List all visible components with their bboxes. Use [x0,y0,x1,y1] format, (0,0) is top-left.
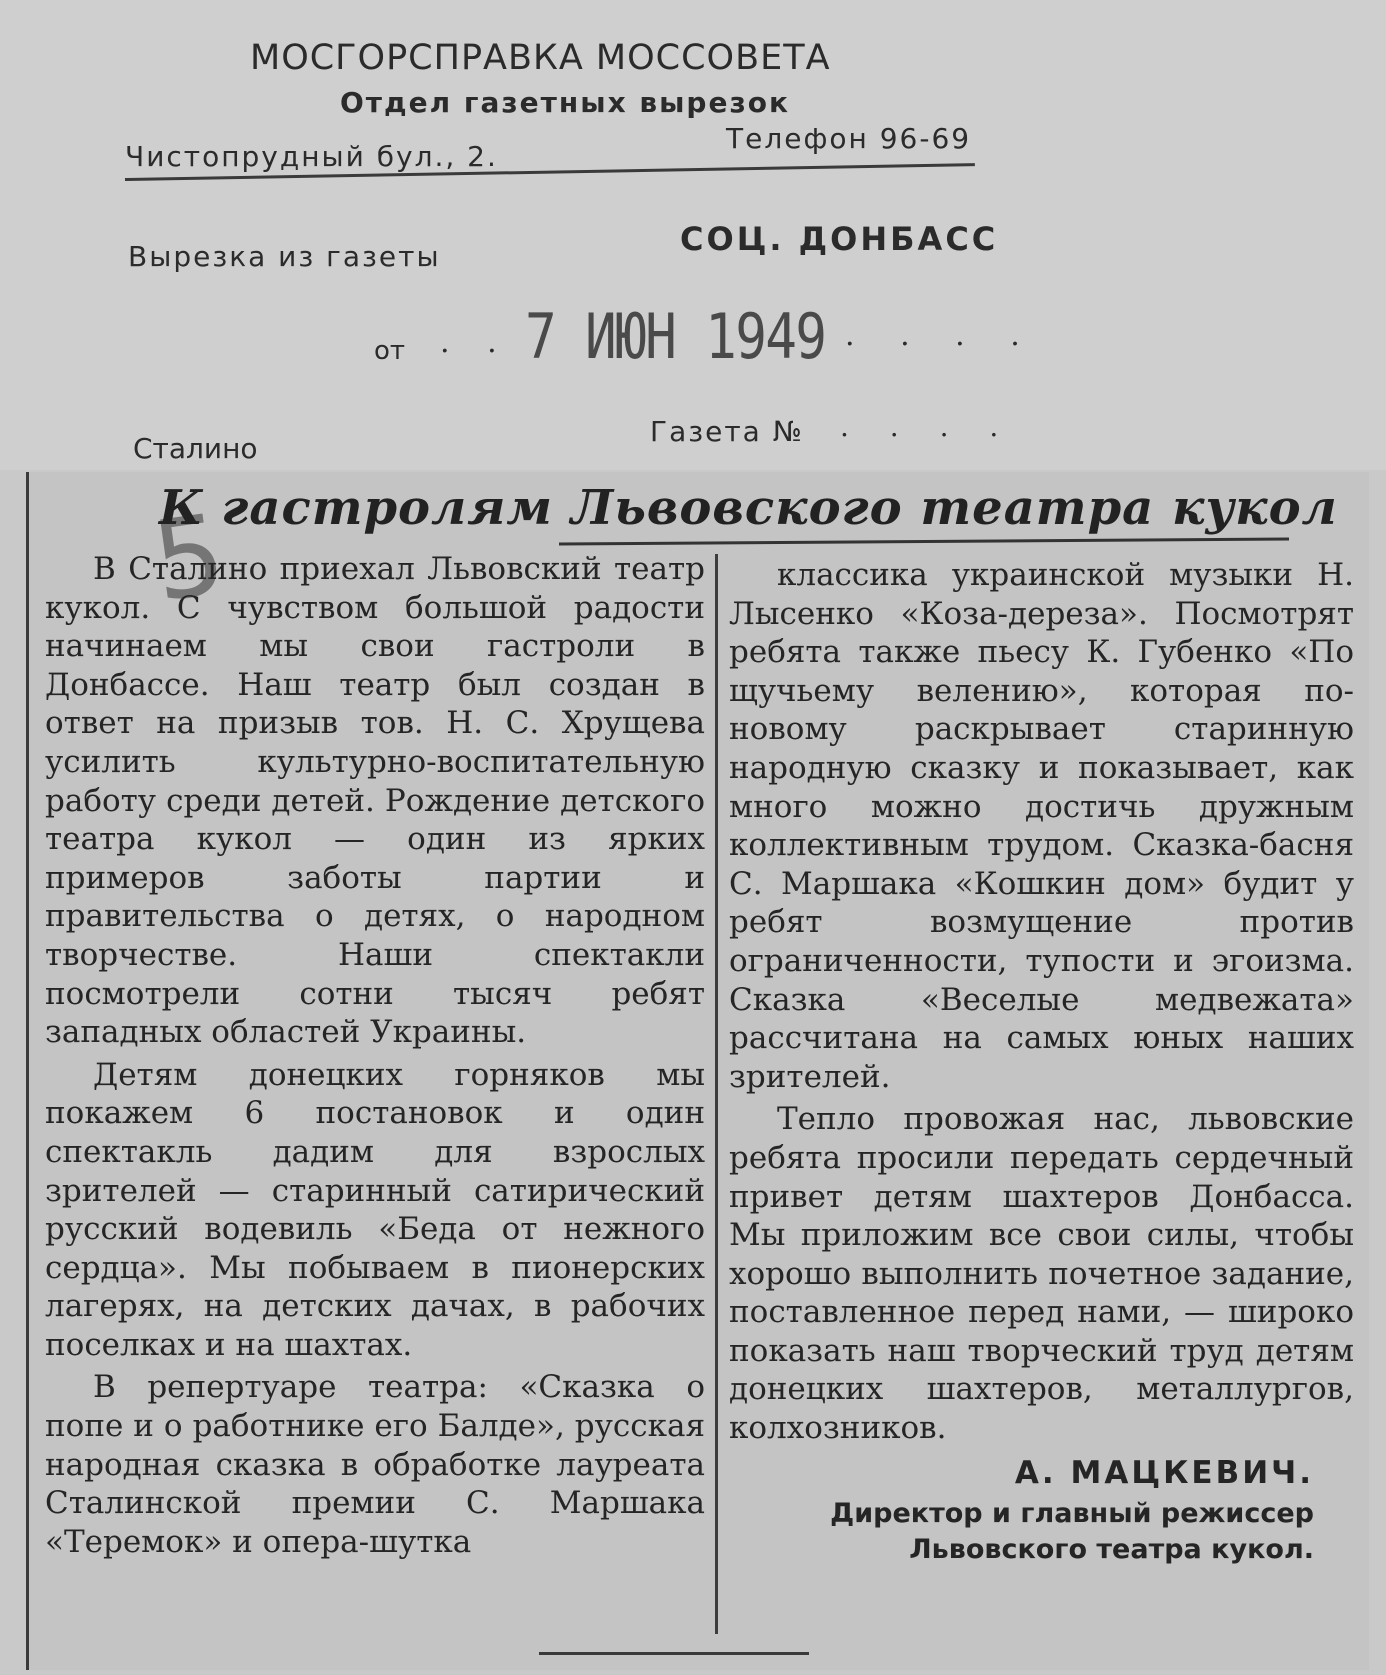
clip-source-label: Вырезка из газеты [128,240,441,273]
address-text: Чистопрудный бул., 2. [125,140,498,173]
signature-title [729,1496,1354,1568]
date-from-label: от [374,336,406,366]
date-dots-right: . . . . [845,318,1038,353]
article-paragraph: Детям донецких горняков мы покажем 6 постановок и один спектакль дадим для взрослых зрителей — старинный сатирический русский водевиль «Беда от нежного сердца». Мы побываем в пионерских лагерях, на детских дачах, в рабочих поселках и на шахтах. [45,1056,705,1363]
city-label: Сталино [133,432,258,465]
article-paragraph: В Сталино приехал Львовский театр кукол. С чувством большой радости начинаем мы свои гастроли в Донбассе. Наш театр был создан в ответ на призыв тов. Н. С. Хрущева усилить культурно-воспитательную работу среди детей. Рождение детского театра кукол — один из ярких примеров заботы партии и правительства о детях, о народном творчестве. Наши спектакли посмотрели сотни тысяч ребят западных областей Украины. [45,551,705,1051]
phone-text: Телефон 96-69 [726,122,972,155]
signature-title-line-1: Директор и главный режиссер [830,1498,1314,1530]
issue-number-label: Газета № [650,415,804,448]
newspaper-clipping [26,472,1369,1670]
article-paragraph: В репертуаре театра: «Сказка о попе и о работнике его Балде», русская народная сказка в обработке лауреата Сталинской премии С. Маршака «Теремок» и опера-шутка [45,1369,705,1560]
date-stamp: 7 ИЮН 1949 [525,300,826,373]
date-dots-left: . . [440,325,511,360]
headline-underline [559,537,1289,545]
article-paragraph: Тепло провожая нас, львовские ребята просили передать сердечный привет детям шахтеров Донбасса. Мы приложим все свои силы, чтобы хорошо выполнить почетное задание, поставленное перед нами, — широко показать наш творческий труд детям донецких шахтеров, металлургов, колхозников. [729,1101,1354,1447]
pencil-mark: 5 [145,489,233,627]
article-paragraph: классика украинской музыки Н. Лысенко «Коза-дереза». Посмотрят ребята также пьесу К. Губенко «По щучьему велению», которая по-новому раскрывает старинную народную сказку и показывает, как много можно достичь дружным коллективным трудом. Сказка-басня С. Маршака «Кошкин дом» будит у ребят возмущение против ограниченности, тупости и эгоизма. Сказка «Веселые медвежата» рассчитана на самых юных наших зрителей. [729,557,1354,1095]
signature-title-line-2: Львовского театра кукол. [909,1534,1314,1566]
column-divider [715,554,718,1634]
article-column-right [729,556,1354,1572]
department-name: Отдел газетных вырезок [340,86,790,119]
article-headline: К гастролям Львовского театра кукол [159,480,1338,536]
bottom-divider [539,1652,809,1655]
article-column-left [45,550,705,1565]
newspaper-name: СОЦ. ДОНБАСС [680,220,999,258]
signature-name: А. МАЦКЕВИЧ. [1014,1454,1314,1491]
issue-dots: . . . . [840,410,1015,443]
organization-name: МОСГОРСПРАВКА МОССОВЕТА [250,38,831,78]
clipping-form-slip [0,0,1386,470]
